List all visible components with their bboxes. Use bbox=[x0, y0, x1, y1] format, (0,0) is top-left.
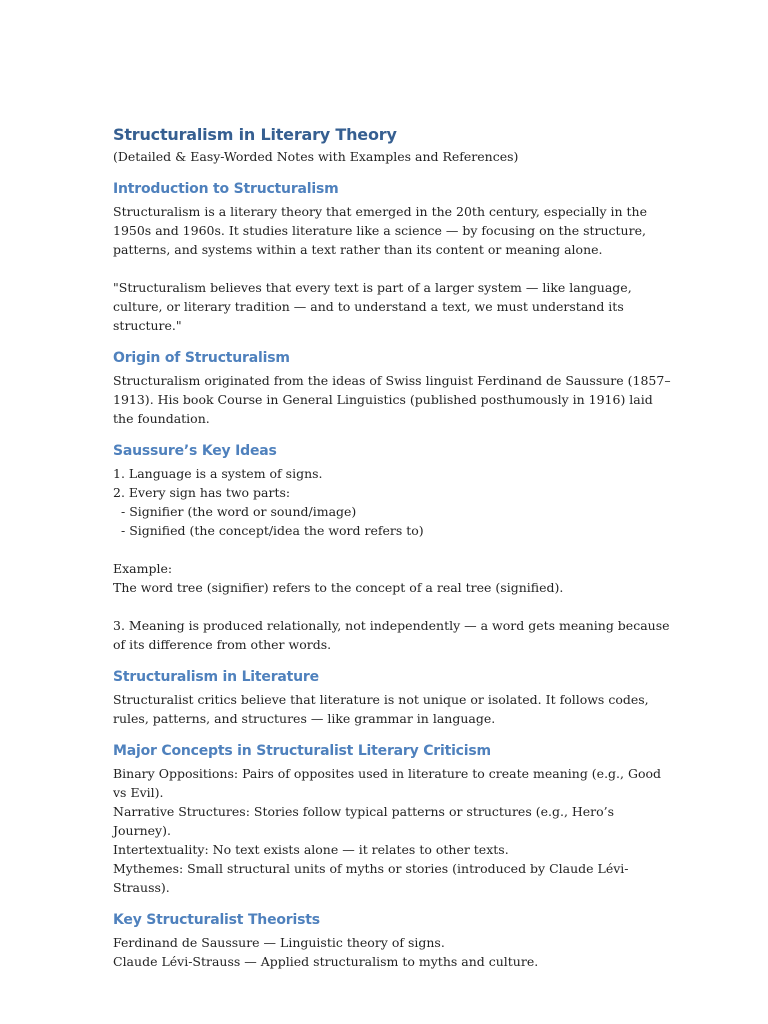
heading-major-concepts: Major Concepts in Structuralist Literary Criticism bbox=[113, 743, 491, 759]
blank-line bbox=[113, 540, 673, 559]
heading-literature: Structuralism in Literature bbox=[113, 669, 319, 685]
saussure-line-1: 1. Language is a system of signs. bbox=[113, 466, 323, 481]
document-subtitle: (Detailed & Easy-Worded Notes with Examples and References) bbox=[113, 149, 519, 164]
concept-binary-oppositions: Binary Oppositions: Pairs of opposites used in literature to create meaning (e.g., Good vs Evil). bbox=[113, 766, 661, 800]
heading-introduction: Introduction to Structuralism bbox=[113, 181, 339, 197]
saussure-signified: - Signified (the concept/idea the word refers to) bbox=[121, 523, 424, 538]
saussure-line-2: 2. Every sign has two parts: bbox=[113, 485, 291, 500]
heading-origin: Origin of Structuralism bbox=[113, 350, 290, 366]
section-gap bbox=[113, 654, 673, 666]
saussure-line-3: 3. Meaning is produced relationally, not independently — a word gets meaning because of its difference from other words. bbox=[113, 618, 670, 652]
concept-mythemes: Mythemes: Small structural units of myths or stories (introduced by Claude Lévi-Strauss). bbox=[113, 861, 629, 895]
concept-intertextuality: Intertextuality: No text exists alone — it relates to other texts. bbox=[113, 842, 509, 857]
blank-line bbox=[113, 259, 673, 278]
section-gap bbox=[113, 728, 673, 740]
heading-theorists: Key Structuralist Theorists bbox=[113, 912, 320, 928]
intro-quote: "Structuralism believes that every text is part of a larger system — like language, culture, or literary tradition — and to understand a text, we must understand its structure." bbox=[113, 280, 632, 333]
example-label: Example: bbox=[113, 561, 173, 576]
theorist-saussure: Ferdinand de Saussure — Linguistic theory of signs. bbox=[113, 935, 445, 950]
literature-paragraph: Structuralist critics believe that literature is not unique or isolated. It follows codes, rules, patterns, and structures — like grammar in language. bbox=[113, 692, 649, 726]
origin-paragraph: Structuralism originated from the ideas of Swiss linguist Ferdinand de Saussure (1857–1913). His book Course in General Linguistics (published posthumously in 1916) laid the foundation. bbox=[113, 373, 671, 426]
section-gap bbox=[113, 335, 673, 347]
section-gap bbox=[113, 897, 673, 909]
document-title: Structuralism in Literary Theory bbox=[113, 125, 397, 144]
concept-narrative-structures: Narrative Structures: Stories follow typical patterns or structures (e.g., Hero’s Journey). bbox=[113, 804, 615, 838]
document-body bbox=[113, 123, 673, 971]
example-text: The word tree (signifier) refers to the concept of a real tree (signified). bbox=[113, 580, 564, 595]
blank-line bbox=[113, 597, 673, 616]
section-gap bbox=[113, 428, 673, 440]
intro-paragraph: Structuralism is a literary theory that emerged in the 20th century, especially in the 1950s and 1960s. It studies literature like a science — by focusing on the structure, patterns, and systems within a text rather than its content or meaning alone. bbox=[113, 204, 647, 257]
heading-saussure: Saussure’s Key Ideas bbox=[113, 443, 277, 459]
theorist-levi-strauss: Claude Lévi-Strauss — Applied structuralism to myths and culture. bbox=[113, 954, 539, 969]
saussure-signifier: - Signifier (the word or sound/image) bbox=[121, 504, 357, 519]
